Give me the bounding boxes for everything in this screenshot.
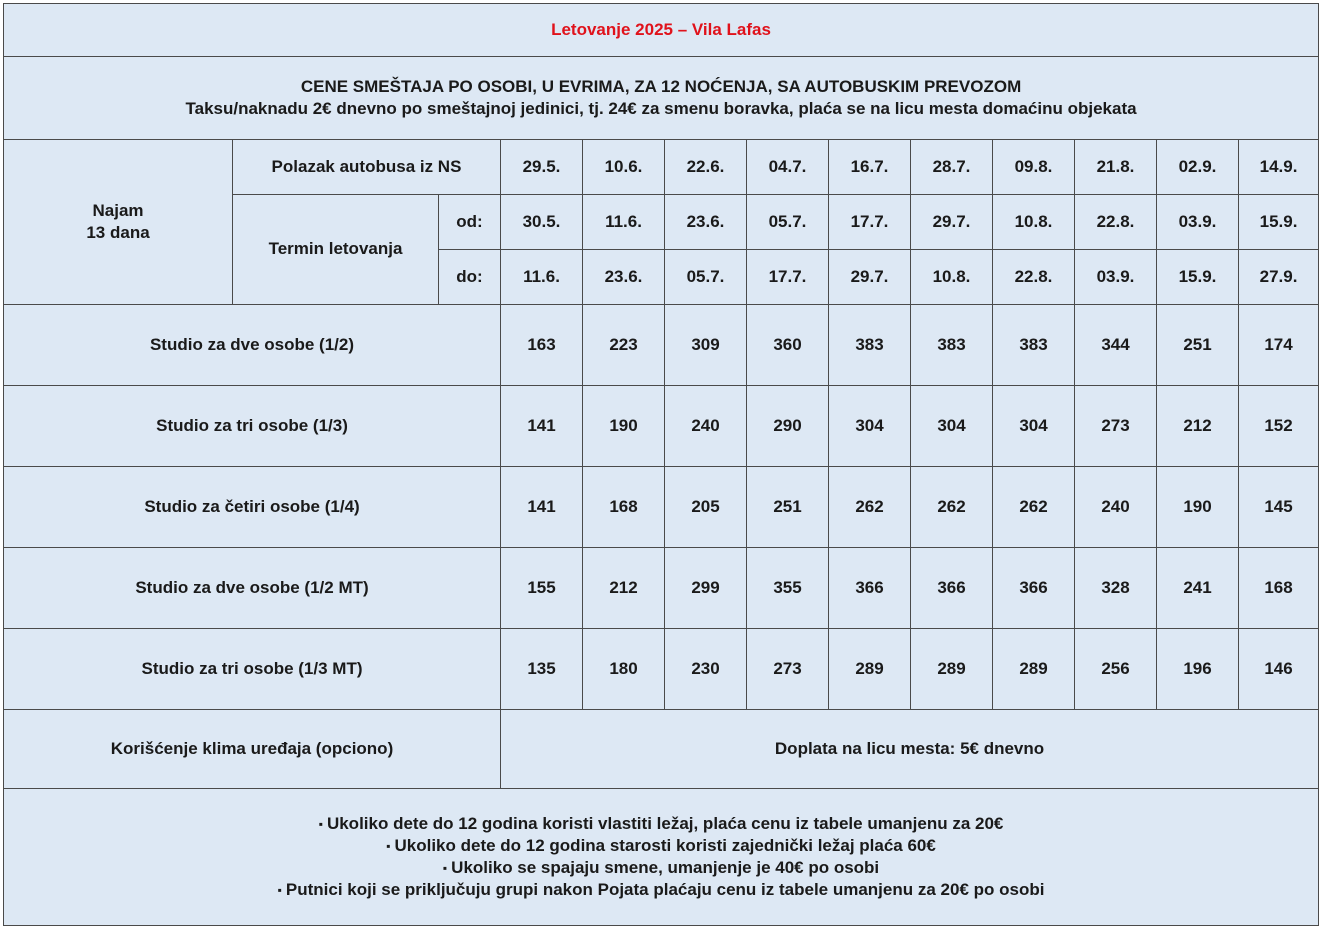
price-cell: 180	[583, 629, 665, 710]
term-from-date: 23.6.	[665, 195, 747, 250]
term-from-date: 22.8.	[1075, 195, 1157, 250]
price-cell: 223	[583, 305, 665, 386]
departure-date: 02.9.	[1157, 140, 1239, 195]
price-cell: 360	[747, 305, 829, 386]
price-cell: 289	[993, 629, 1075, 710]
note-item	[4, 835, 1318, 857]
table-title: Letovanje 2025 – Vila Lafas	[4, 4, 1319, 57]
notes-list	[4, 813, 1318, 901]
table-subtitle	[4, 57, 1319, 140]
bullet-icon: ▪	[277, 882, 282, 897]
price-table-wrapper	[3, 3, 1319, 926]
note-item	[4, 813, 1318, 835]
price-cell: 290	[747, 386, 829, 467]
note-text: Ukoliko se spajaju smene, umanjenje je 40€ po osobi	[451, 858, 880, 877]
price-cell: 251	[747, 467, 829, 548]
term-to-date: 03.9.	[1075, 250, 1157, 305]
price-cell: 240	[665, 386, 747, 467]
room-type-label: Studio za dve osobe (1/2 MT)	[4, 548, 501, 629]
price-table	[3, 3, 1319, 926]
price-cell: 241	[1157, 548, 1239, 629]
price-cell: 383	[829, 305, 911, 386]
departure-date: 14.9.	[1239, 140, 1319, 195]
do-label: do:	[439, 250, 501, 305]
price-cell: 344	[1075, 305, 1157, 386]
price-cell: 256	[1075, 629, 1157, 710]
price-cell: 163	[501, 305, 583, 386]
price-cell: 328	[1075, 548, 1157, 629]
najam-label: Najam	[92, 200, 144, 220]
price-cell: 355	[747, 548, 829, 629]
term-to-date: 17.7.	[747, 250, 829, 305]
note-text: Ukoliko dete do 12 godina koristi vlastiti ležaj, plaća cenu iz tabele umanjenu za 20€	[326, 813, 1004, 833]
subtitle-line-2: Taksu/naknadu 2€ dnevno po smeštajnoj jedinici, tj. 24€ za smenu boravka, plaća se na licu mesta domaćinu objekata	[185, 99, 1137, 118]
note-item	[4, 857, 1318, 879]
price-cell: 383	[911, 305, 993, 386]
bullet-icon: ▪	[386, 838, 391, 853]
subtitle-line-1: CENE SMEŠTAJA PO OSOBI, U EVRIMA, ZA 12 NOĆENJA, SA AUTOBUSKIM PREVOZOM	[300, 76, 1022, 96]
term-to-date: 11.6.	[501, 250, 583, 305]
table-row	[4, 710, 1319, 789]
price-cell: 168	[1239, 548, 1319, 629]
clima-label: Korišćenje klima uređaja (opciono)	[4, 710, 501, 789]
price-cell: 289	[829, 629, 911, 710]
note-item	[4, 879, 1318, 901]
term-to-date: 27.9.	[1239, 250, 1319, 305]
price-cell: 190	[1157, 467, 1239, 548]
table-row	[4, 629, 1319, 710]
term-to-date: 29.7.	[829, 250, 911, 305]
term-from-date: 11.6.	[583, 195, 665, 250]
price-cell: 262	[829, 467, 911, 548]
room-type-label: Studio za četiri osobe (1/4)	[4, 467, 501, 548]
notes-cell	[4, 789, 1319, 926]
price-cell: 366	[911, 548, 993, 629]
bullet-icon: ▪	[442, 860, 448, 875]
note-text: Ukoliko dete do 12 godina starosti koristi zajednički ležaj plaća 60€	[394, 835, 936, 855]
price-cell: 304	[911, 386, 993, 467]
table-row	[4, 386, 1319, 467]
od-label: od:	[439, 195, 501, 250]
room-type-label: Studio za dve osobe (1/2)	[4, 305, 501, 386]
price-cell: 299	[665, 548, 747, 629]
term-from-date: 17.7.	[829, 195, 911, 250]
term-to-date: 05.7.	[665, 250, 747, 305]
term-from-date: 05.7.	[747, 195, 829, 250]
price-cell: 230	[665, 629, 747, 710]
departure-date: 21.8.	[1075, 140, 1157, 195]
price-cell: 262	[911, 467, 993, 548]
departure-date: 10.6.	[583, 140, 665, 195]
price-cell: 212	[1157, 386, 1239, 467]
clima-surcharge: Doplata na licu mesta: 5€ dnevno	[501, 710, 1319, 789]
price-cell: 366	[993, 548, 1075, 629]
price-cell: 152	[1239, 386, 1319, 467]
departure-label: Polazak autobusa iz NS	[233, 140, 501, 195]
term-to-date: 10.8.	[911, 250, 993, 305]
price-cell: 168	[583, 467, 665, 548]
price-cell: 273	[747, 629, 829, 710]
price-cell: 141	[501, 467, 583, 548]
price-cell: 273	[1075, 386, 1157, 467]
najam-duration: 13 dana	[86, 223, 150, 242]
price-cell: 262	[993, 467, 1075, 548]
price-cell: 135	[501, 629, 583, 710]
price-cell: 383	[993, 305, 1075, 386]
price-cell: 240	[1075, 467, 1157, 548]
price-cell: 304	[829, 386, 911, 467]
departure-date: 09.8.	[993, 140, 1075, 195]
term-label: Termin letovanja	[233, 195, 439, 305]
price-cell: 145	[1239, 467, 1319, 548]
term-from-date: 10.8.	[993, 195, 1075, 250]
price-cell: 212	[583, 548, 665, 629]
term-to-date: 22.8.	[993, 250, 1075, 305]
price-cell: 304	[993, 386, 1075, 467]
price-cell: 141	[501, 386, 583, 467]
term-to-date: 15.9.	[1157, 250, 1239, 305]
price-cell: 146	[1239, 629, 1319, 710]
price-cell: 289	[911, 629, 993, 710]
price-cell: 251	[1157, 305, 1239, 386]
price-cell: 196	[1157, 629, 1239, 710]
table-row	[4, 548, 1319, 629]
term-from-date: 03.9.	[1157, 195, 1239, 250]
term-from-date: 15.9.	[1239, 195, 1319, 250]
table-row	[4, 305, 1319, 386]
price-cell: 190	[583, 386, 665, 467]
note-text: Putnici koji se priključuju grupi nakon Pojata plaćaju cenu iz tabele umanjenu za 20€ po osobi	[285, 880, 1045, 900]
price-cell: 155	[501, 548, 583, 629]
term-to-date: 23.6.	[583, 250, 665, 305]
table-row	[4, 467, 1319, 548]
price-cell: 366	[829, 548, 911, 629]
departure-date: 29.5.	[501, 140, 583, 195]
departure-date: 04.7.	[747, 140, 829, 195]
price-cell: 309	[665, 305, 747, 386]
term-from-date: 30.5.	[501, 195, 583, 250]
departure-date: 22.6.	[665, 140, 747, 195]
room-type-label: Studio za tri osobe (1/3)	[4, 386, 501, 467]
departure-date: 28.7.	[911, 140, 993, 195]
najam-cell	[4, 140, 233, 305]
price-cell: 205	[665, 467, 747, 548]
term-from-date: 29.7.	[911, 195, 993, 250]
room-type-label: Studio za tri osobe (1/3 MT)	[4, 629, 501, 710]
departure-date: 16.7.	[829, 140, 911, 195]
bullet-icon: ▪	[318, 816, 323, 831]
price-cell: 174	[1239, 305, 1319, 386]
